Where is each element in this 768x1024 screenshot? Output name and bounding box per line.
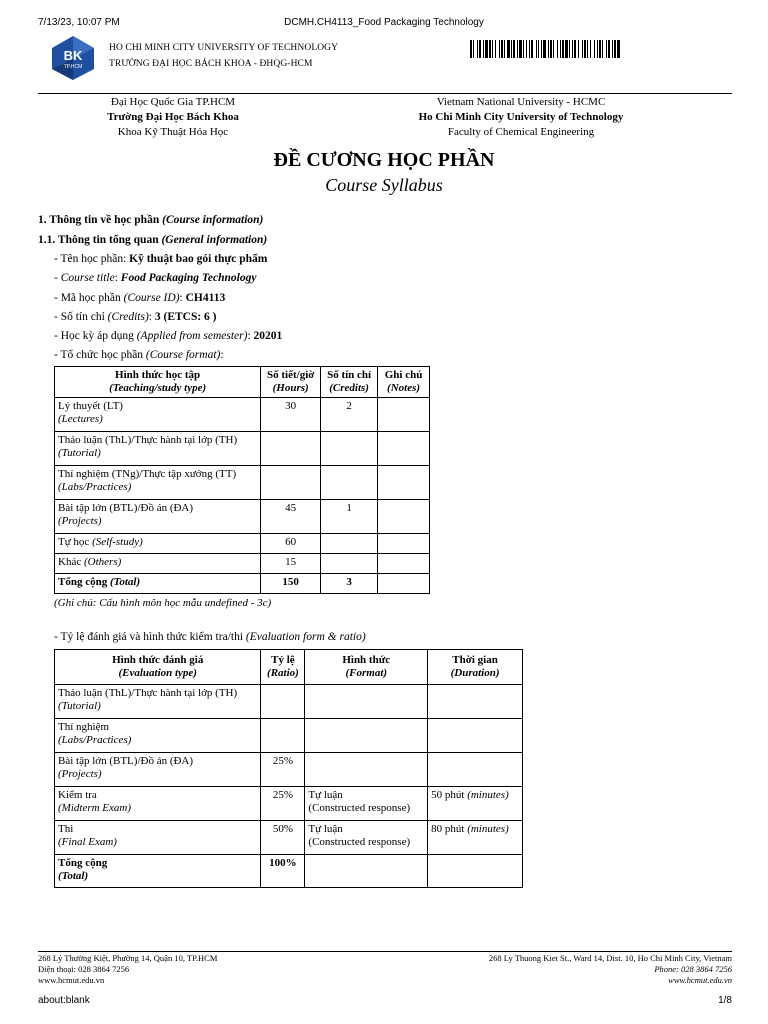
course-id-line (54, 292, 225, 304)
course-name-value: Kỹ thuật bao gói thực phẩm (129, 253, 268, 265)
table-cell (305, 719, 428, 753)
print-url: about:blank (38, 995, 90, 1006)
table-cell: 100% (261, 855, 305, 888)
footer-website: www.hcmut.edu.vn (668, 975, 732, 985)
table-cell: Tổng cộng (Total) (55, 855, 261, 888)
institution-en-line: Ho Chi Minh City University of Technology (418, 111, 624, 123)
table-total-row (55, 574, 430, 594)
field-separator: : (247, 330, 254, 342)
table-cell: 25% (261, 787, 305, 821)
table-cell: Lý thuyết (LT) (Lectures) (55, 398, 261, 432)
institution-vn-line: Khoa Kỹ Thuật Hóa Học (117, 126, 229, 138)
table-cell (261, 719, 305, 753)
table-cell (378, 432, 430, 466)
table-cell: Tự học (Self-study) (55, 534, 261, 554)
page-title-en: Course Syllabus (325, 175, 443, 195)
table-cell: 150 (261, 574, 321, 594)
table-row (55, 821, 523, 855)
table-cell: 50 phút (minutes) (428, 787, 523, 821)
field-separator: : (220, 349, 224, 361)
evaluation-label: - Tỷ lệ đánh giá và hình thức kiểm tra/thi (Evaluation form & ratio) (54, 631, 366, 643)
table-cell: Thảo luận (ThL)/Thực hành tại lớp (TH) (Tutorial) (55, 685, 261, 719)
field-label-en: (Applied from semester) (136, 330, 248, 342)
section-number: 1.1. (38, 234, 56, 246)
field-separator: : (148, 311, 155, 323)
table-header-row (55, 650, 523, 685)
section-title-vn: Thông tin về học phần (49, 214, 160, 226)
footer-right (489, 953, 732, 986)
table-cell (428, 855, 523, 888)
table-cell (261, 466, 321, 500)
table-row (55, 685, 523, 719)
print-datetime: 7/13/23, 10:07 PM (38, 17, 120, 28)
field-separator: : (179, 292, 186, 304)
table-cell: Thi (Final Exam) (55, 821, 261, 855)
table-cell: 30 (261, 398, 321, 432)
field-label-en: (Course ID) (123, 292, 180, 304)
table-cell (378, 466, 430, 500)
table-header-row (55, 367, 430, 398)
section-heading (38, 214, 263, 226)
footer-address: 268 Ly Thuong Kiet St., Ward 14, Dist. 10, Ho Chi Minh City, Vietnam (488, 953, 732, 963)
field-label-en: (Course format) (145, 349, 221, 361)
header-rule (38, 93, 732, 94)
table-cell: 80 phút (minutes) (428, 821, 523, 855)
header-cell: Hình thức đánh giá (Evaluation type) (55, 650, 261, 685)
table-cell: 2 (321, 398, 378, 432)
table-cell: Tự luận (Constructed response) (305, 787, 428, 821)
table-cell (261, 432, 321, 466)
header-cell: Số tiết/giờ (Hours) (261, 367, 321, 398)
semester-line (54, 330, 282, 342)
table-cell: Thí nghiệm (TNg)/Thực tập xưởng (TT) (Labs/Practices) (55, 466, 261, 500)
semester-value: 20201 (253, 330, 283, 342)
subsection-heading (38, 234, 267, 246)
table-cell (305, 753, 428, 787)
footer-address: 268 Lý Thường Kiệt, Phường 14, Quận 10, TP.HCM (38, 953, 218, 963)
table-cell (305, 685, 428, 719)
table-cell (378, 500, 430, 534)
field-label: - Học kỳ áp dụng (54, 330, 137, 342)
course-format-line (54, 349, 224, 361)
credits-line (54, 311, 217, 323)
header-cell: Tỷ lệ (Ratio) (261, 650, 305, 685)
course-id-value: CH4113 (185, 292, 226, 304)
footer-left (38, 953, 217, 986)
field-label: - Mã học phần (54, 292, 124, 304)
table-cell (321, 554, 378, 574)
table-cell: Bài tập lớn (BTL)/Đồ án (ĐA) (Projects) (55, 500, 261, 534)
footer-phone: Phone: 028 3864 7256 (654, 964, 732, 974)
table-cell: 45 (261, 500, 321, 534)
table-cell (428, 719, 523, 753)
field-label: - Course title (54, 272, 115, 284)
institution-vn-block (68, 95, 278, 140)
table-cell (378, 398, 430, 432)
institution-en-line: Faculty of Chemical Engineering (447, 126, 595, 138)
table-cell: 15 (261, 554, 321, 574)
section-title-en: (General information) (161, 234, 268, 246)
table-row (55, 719, 523, 753)
table-cell: 60 (261, 534, 321, 554)
field-label: - Tổ chức học phần (54, 349, 146, 361)
course-title-value: Food Packaging Technology (120, 272, 257, 284)
institution-en-line: Vietnam National University - HCMC (436, 96, 606, 108)
table-row (55, 753, 523, 787)
table-cell: 25% (261, 753, 305, 787)
course-name-line (54, 253, 267, 265)
header-cell: Ghi chú (Notes) (378, 367, 430, 398)
logo-subtext: TP.HCM (63, 64, 83, 70)
table-cell (428, 685, 523, 719)
table-cell (378, 554, 430, 574)
logo-text: BK (63, 48, 83, 63)
header-cell: Số tín chỉ (Credits) (321, 367, 378, 398)
table-cell: 1 (321, 500, 378, 534)
table-cell: 3 (321, 574, 378, 594)
table-cell (305, 855, 428, 888)
course-title-line (54, 272, 256, 284)
section-title-vn: Thông tin tổng quan (57, 234, 159, 246)
university-name-vn: TRƯỜNG ĐẠI HỌC BÁCH KHOA - ĐHQG-HCM (109, 59, 313, 69)
table-cell (321, 466, 378, 500)
table-cell: 50% (261, 821, 305, 855)
footer-phone: Điện thoại: 028 3864 7256 (38, 964, 130, 974)
course-format-table (54, 366, 430, 594)
field-label: - Số tín chỉ (54, 311, 108, 323)
field-label-en: (Credits) (107, 311, 149, 323)
table-row (55, 787, 523, 821)
table-cell (261, 685, 305, 719)
table-row (55, 466, 430, 500)
table-cell: Thảo luận (ThL)/Thực hành tại lớp (TH) (Tutorial) (55, 432, 261, 466)
header-cell: Hình thức (Format) (305, 650, 428, 685)
print-doc-title: DCMH.CH4113_Food Packaging Technology (284, 17, 484, 28)
header-cell: Hình thức học tập (Teaching/study type) (55, 367, 261, 398)
evaluation-table (54, 649, 523, 888)
table-row (55, 500, 430, 534)
table-cell (378, 534, 430, 554)
university-logo (49, 35, 97, 81)
institution-en-block (390, 95, 652, 140)
table-row (55, 554, 430, 574)
table-cell (321, 534, 378, 554)
table-cell: Thí nghiệm (Labs/Practices) (55, 719, 261, 753)
field-separator: : (114, 272, 121, 284)
table-cell: Tổng cộng (Total) (55, 574, 261, 594)
table-cell (378, 574, 430, 594)
table-total-row (55, 855, 523, 888)
university-name-en: HO CHI MINH CITY UNIVERSITY OF TECHNOLOGY (109, 43, 339, 53)
page-title-vn: ĐỀ CƯƠNG HỌC PHẦN (273, 149, 495, 171)
table-cell: Bài tập lớn (BTL)/Đồ án (ĐA) (Projects) (55, 753, 261, 787)
table-cell (428, 753, 523, 787)
field-label: - Tên học phần: (54, 253, 130, 265)
format-note: (Ghi chú: Cấu hình môn học mẫu undefined - 3c) (54, 597, 272, 609)
institution-vn-line: Trường Đại Học Bách Khoa (107, 111, 239, 123)
table-row (55, 398, 430, 432)
table-row (55, 534, 430, 554)
credits-value: 3 (ETCS: 6 ) (154, 311, 217, 323)
table-row (55, 432, 430, 466)
table-cell: Khác (Others) (55, 554, 261, 574)
table-cell: Kiểm tra (Midterm Exam) (55, 787, 261, 821)
barcode (470, 40, 732, 58)
print-page-number: 1/8 (718, 995, 732, 1006)
institution-vn-line: Đại Học Quốc Gia TP.HCM (110, 96, 236, 108)
table-cell (321, 432, 378, 466)
section-title-en: (Course information) (162, 214, 264, 226)
header-cell: Thời gian (Duration) (428, 650, 523, 685)
section-number: 1. (38, 214, 47, 226)
table-cell: Tự luận (Constructed response) (305, 821, 428, 855)
footer-website: www.hcmut.edu.vn (38, 975, 105, 985)
footer-rule (38, 951, 732, 952)
